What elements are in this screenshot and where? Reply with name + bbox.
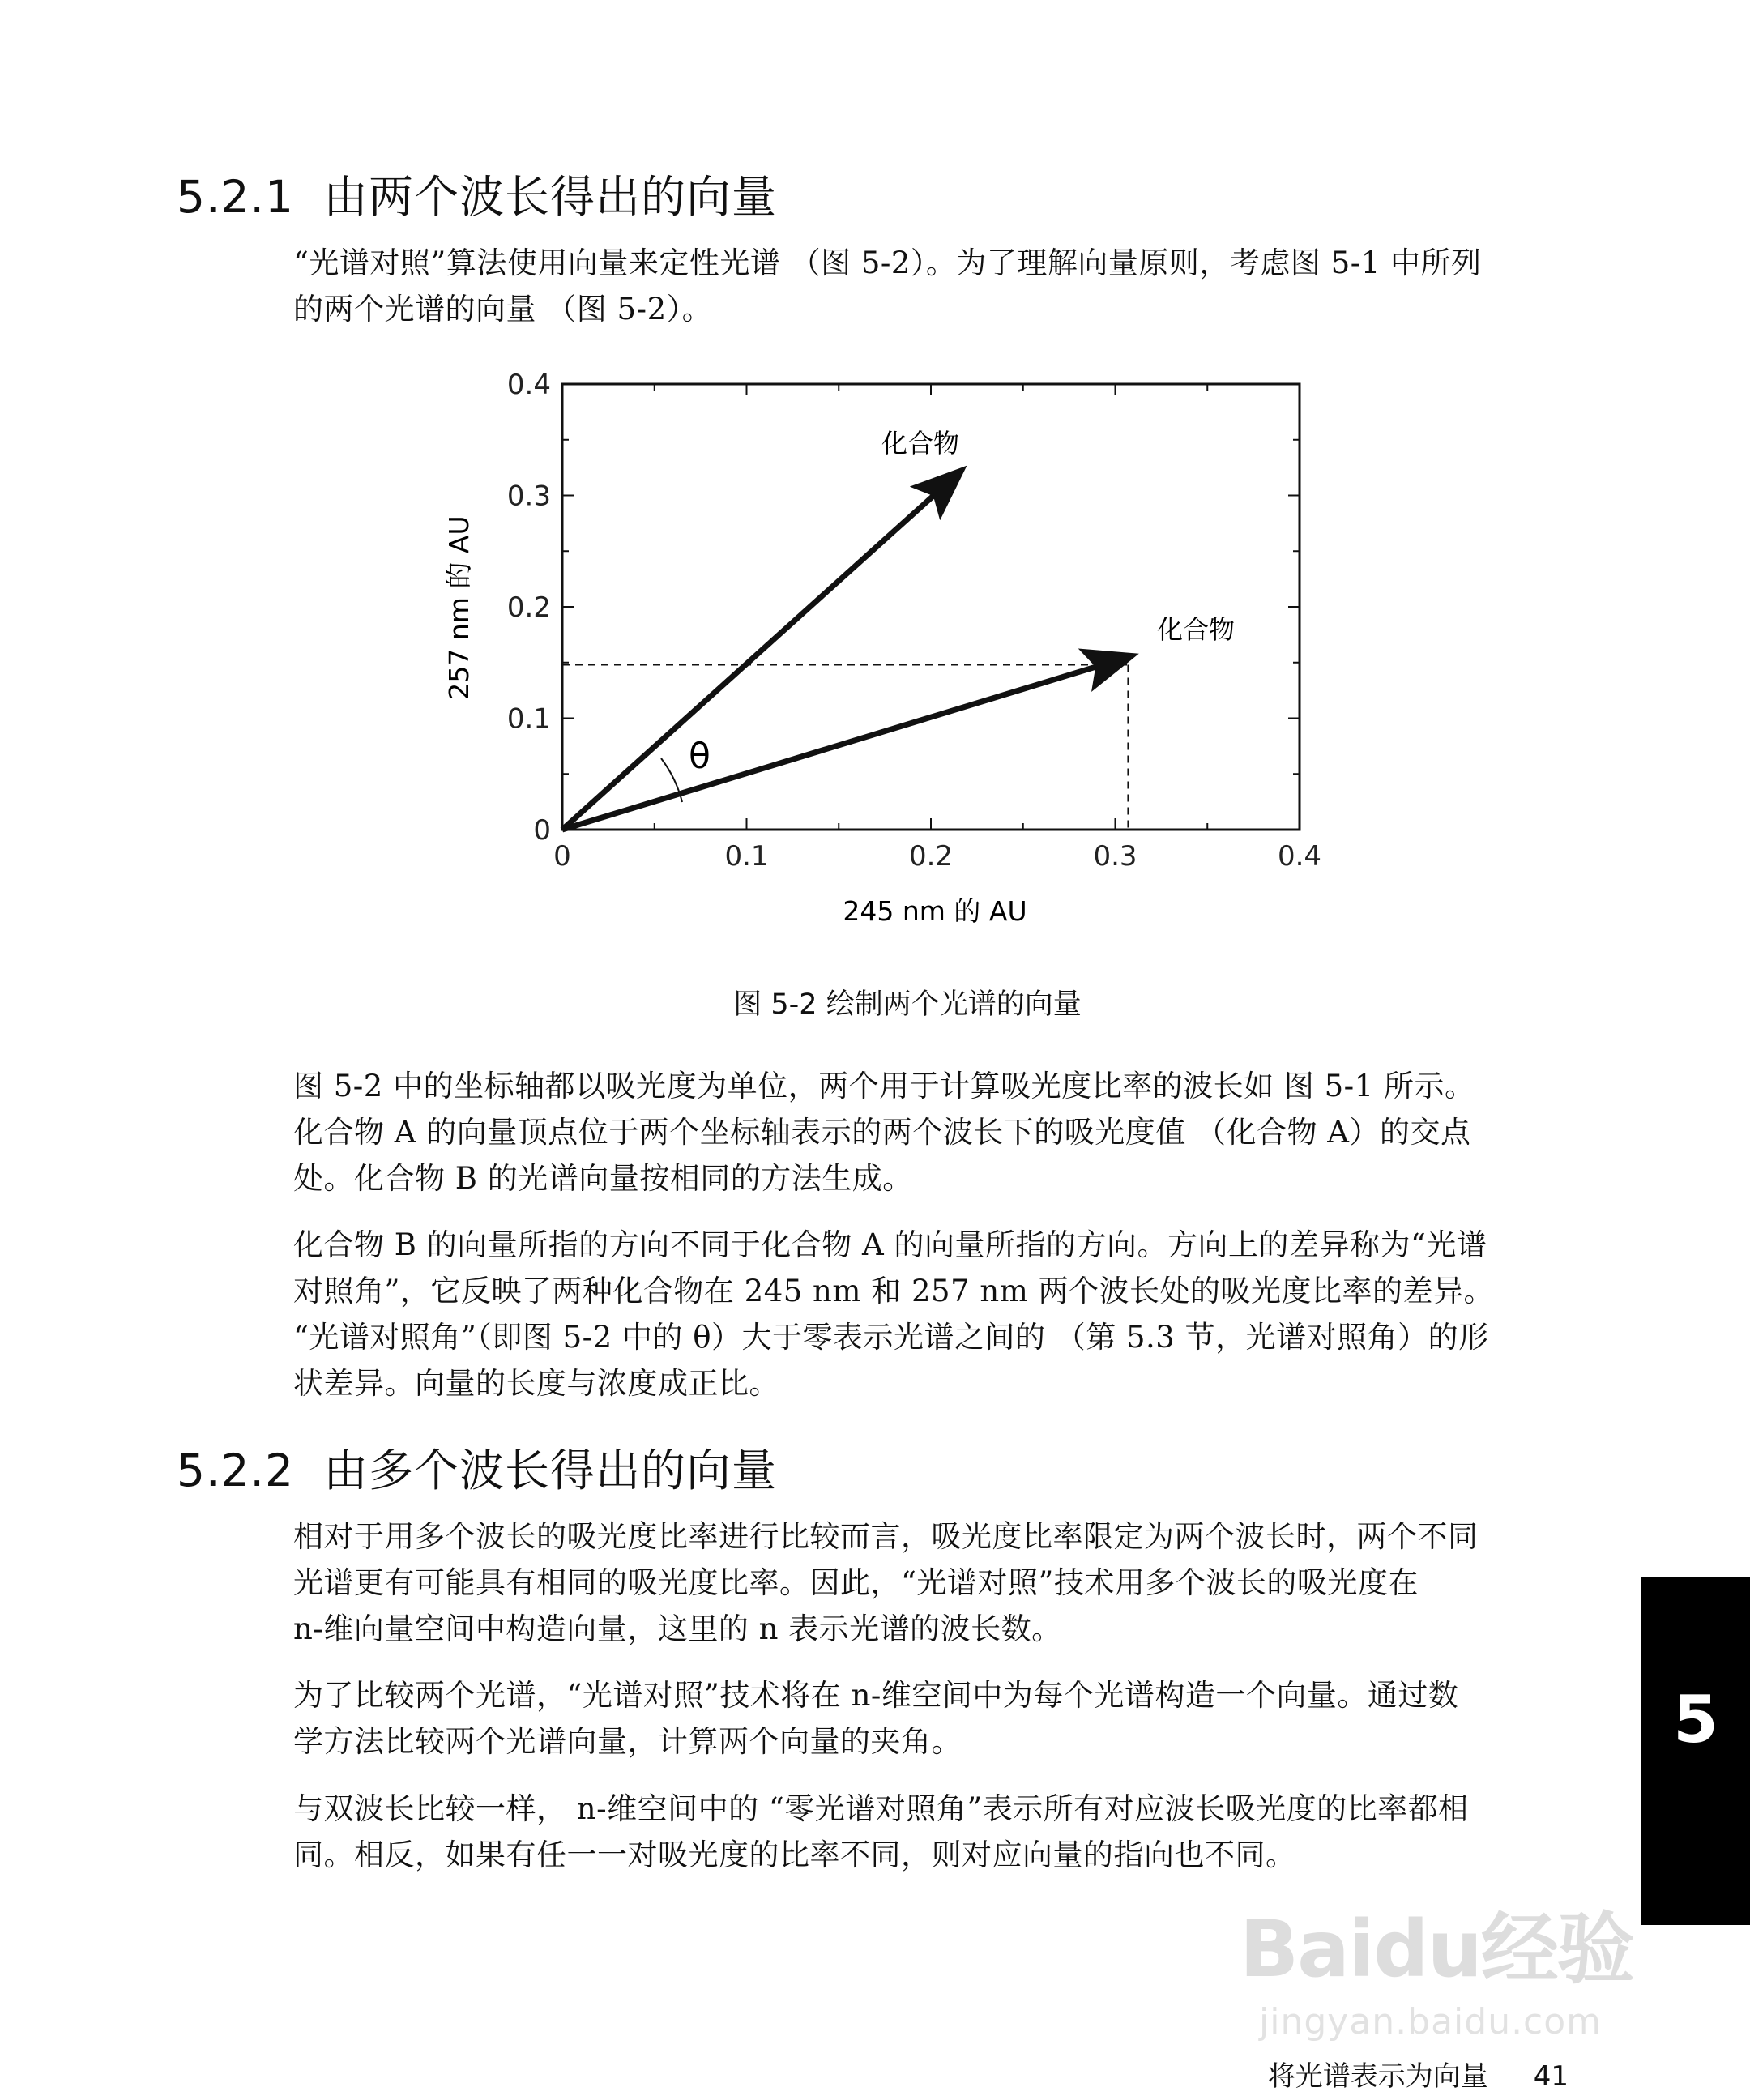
text-line: 状差异。向量的长度与浓度成正比。 bbox=[293, 1366, 779, 1401]
vector-arrows bbox=[562, 473, 1128, 830]
watermark bbox=[1240, 1888, 1661, 2082]
x-tick-label: 0.3 bbox=[1093, 840, 1138, 873]
page-footer bbox=[1268, 2054, 1569, 2094]
body-paragraph-1 bbox=[293, 1063, 1581, 1202]
vector-arrow-a bbox=[562, 473, 958, 830]
text-line: 相对于用多个波长的吸光度比率进行比较而言，吸光度比率限定为两个波长时，两个不同 bbox=[293, 1519, 1479, 1554]
y-tick-labels bbox=[507, 369, 551, 847]
section2-paragraph-3 bbox=[293, 1786, 1581, 1878]
text-line: 与双波长比较一样， n-维空间中的 “零光谱对照角”表示所有对应波长吸光度的比率都相 bbox=[293, 1791, 1469, 1826]
watermark-logo: Baidu经验 bbox=[1240, 1904, 1633, 1995]
figure-caption: 图 5-2 绘制两个光谱的向量 bbox=[733, 988, 1082, 1021]
y-tick-label: 0.3 bbox=[506, 480, 551, 513]
text-line: 同。相反，如果有任一一对吸光度的比率不同，则对应向量的指向也不同。 bbox=[293, 1838, 1296, 1872]
text-line: 学方法比较两个光谱向量，计算两个向量的夹角。 bbox=[293, 1724, 962, 1759]
text-line: “光谱对照”算法使用向量来定性光谱 （图 5-2）。为了理解向量原则，考虑图 5-1 中所列 bbox=[293, 245, 1482, 280]
section-number: 5.2.1 bbox=[177, 171, 294, 223]
text-line: 化合物 B 的向量所指的方向不同于化合物 A 的向量所指的方向。方向上的差异称为“光谱 bbox=[293, 1227, 1488, 1262]
watermark-url: jingyan.baidu.com bbox=[1259, 2001, 1603, 2042]
x-tick-label: 0 bbox=[553, 840, 571, 873]
section2-paragraph-1 bbox=[293, 1513, 1581, 1652]
vector-arrow-b bbox=[562, 657, 1128, 830]
text-line: 对照角”，它反映了两种化合物在 245 nm 和 257 nm 两个波长处的吸光度比率的差异。 bbox=[293, 1274, 1495, 1308]
vector-chart bbox=[429, 356, 1353, 956]
y-tick-label: 0.2 bbox=[506, 591, 551, 624]
vector-label-a: 化合物 bbox=[881, 428, 960, 459]
page-number: 41 bbox=[1533, 2060, 1569, 2093]
section2-paragraph-2 bbox=[293, 1672, 1581, 1765]
vector-label-b: 化合物 bbox=[1157, 614, 1236, 645]
chapter-tab bbox=[1641, 1577, 1750, 1925]
text-line: 的两个光谱的向量 （图 5-2）。 bbox=[293, 292, 713, 327]
section-title: 由多个波长得出的向量 bbox=[322, 1445, 777, 1496]
chapter-number: 5 bbox=[1673, 1682, 1718, 1757]
section-heading-5-2-1 bbox=[177, 171, 777, 223]
text-line: n-维向量空间中构造向量，这里的 n 表示光谱的波长数。 bbox=[293, 1611, 1062, 1646]
text-line: 为了比较两个光谱，“光谱对照”技术将在 n-维空间中为每个光谱构造一个向量。通过数 bbox=[293, 1678, 1459, 1713]
section-title: 由两个波长得出的向量 bbox=[322, 171, 777, 223]
section-number: 5.2.2 bbox=[177, 1445, 294, 1496]
y-tick-label: 0.4 bbox=[506, 369, 551, 401]
text-line: 光谱更有可能具有相同的吸光度比率。因此，“光谱对照”技术用多个波长的吸光度在 bbox=[293, 1565, 1419, 1600]
x-tick-label: 0.1 bbox=[724, 840, 769, 873]
x-tick-label: 0.2 bbox=[908, 840, 954, 873]
y-axis-label: 257 nm 的 AU bbox=[443, 515, 475, 700]
x-tick-label: 0.4 bbox=[1277, 840, 1322, 873]
x-tick-labels bbox=[553, 840, 1321, 873]
text-line: 图 5-2 中的坐标轴都以吸光度为单位，两个用于计算吸光度比率的波长如 图 5-1 所示。 bbox=[293, 1069, 1475, 1103]
section-heading-5-2-2 bbox=[177, 1445, 777, 1496]
y-tick-label: 0 bbox=[533, 814, 551, 847]
intro-paragraph bbox=[293, 240, 1581, 332]
footer-title: 将光谱表示为向量 bbox=[1267, 2060, 1488, 2093]
y-tick-label: 0.1 bbox=[506, 702, 551, 736]
text-line: 化合物 A 的向量顶点位于两个坐标轴表示的两个波长下的吸光度值 （化合物 A）的交点 bbox=[293, 1115, 1471, 1150]
theta-label: θ bbox=[689, 736, 711, 777]
text-line: 处。化合物 B 的光谱向量按相同的方法生成。 bbox=[293, 1161, 913, 1196]
body-paragraph-2 bbox=[293, 1222, 1581, 1406]
text-line: “光谱对照角”（即图 5-2 中的 θ）大于零表示光谱之间的 （第 5.3 节，光谱对照角）的形 bbox=[293, 1320, 1489, 1355]
x-axis-label: 245 nm 的 AU bbox=[843, 895, 1027, 927]
